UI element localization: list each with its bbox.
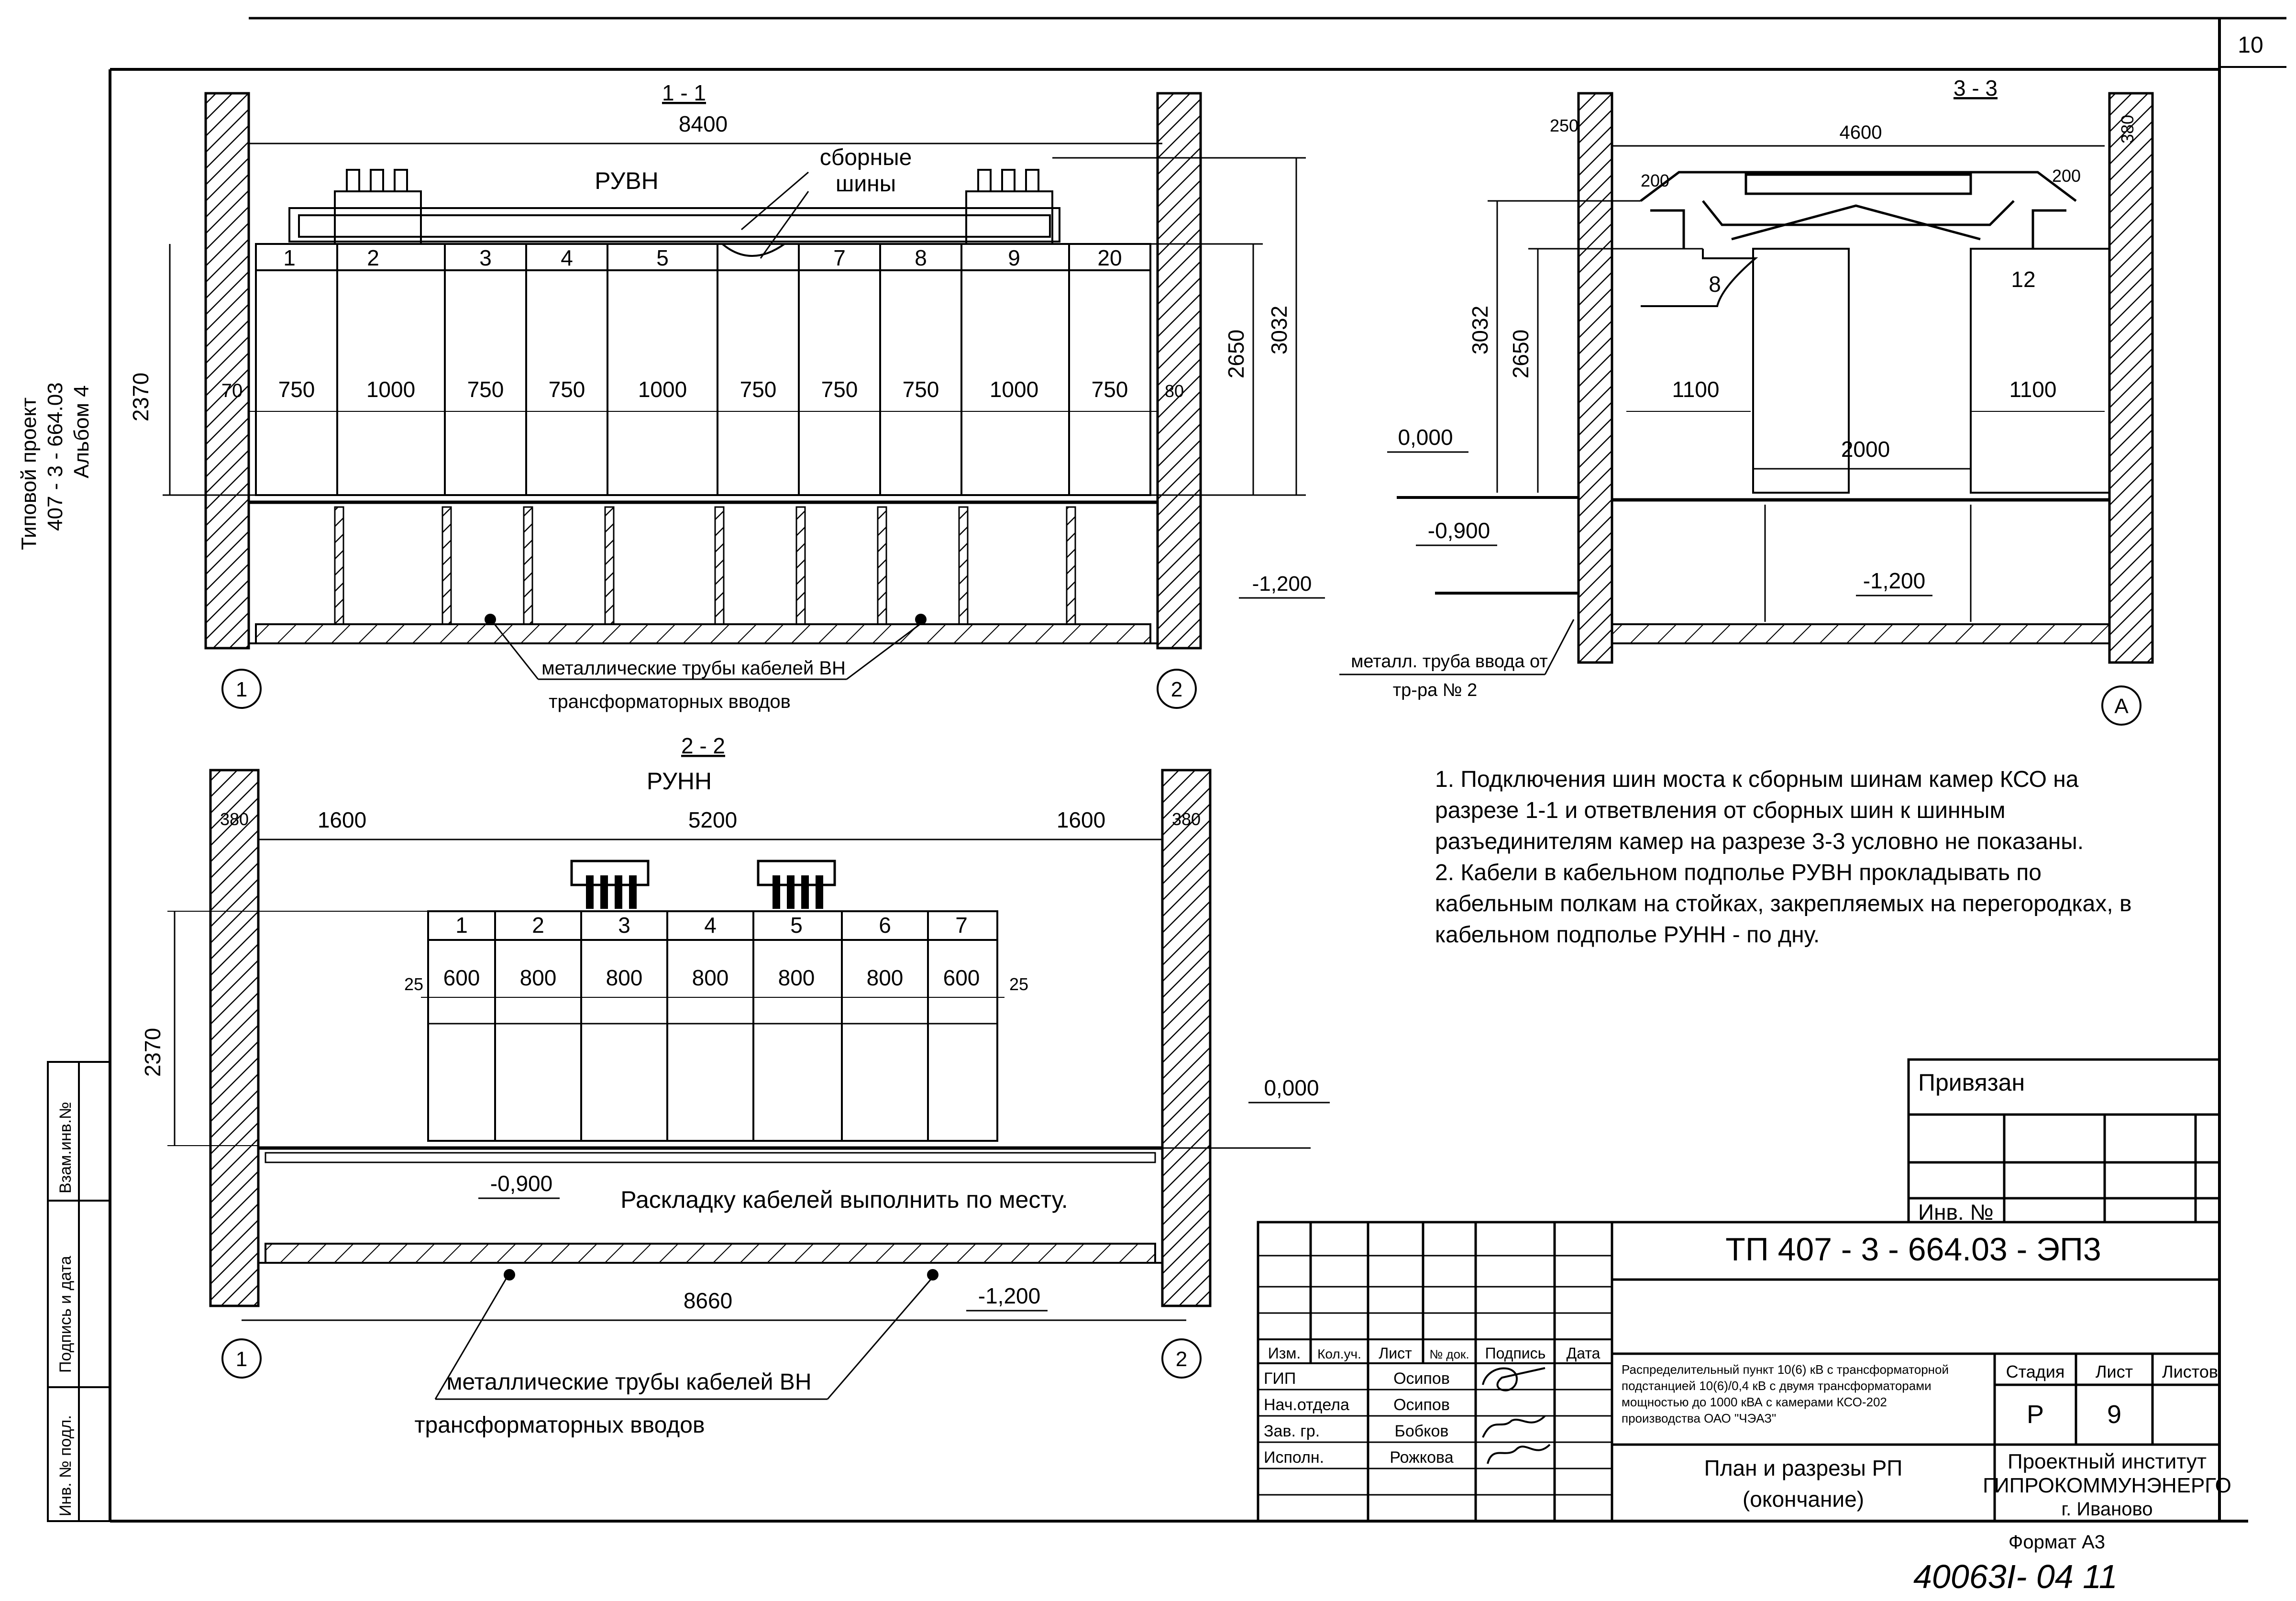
tb-org-1: Проектный институт	[2007, 1450, 2207, 1473]
s11-cell-width: 1000	[989, 377, 1039, 402]
s11-busbar-label-1: сборные	[819, 145, 912, 170]
section-3-3	[1339, 76, 2152, 725]
s33-cell-left: 8	[1709, 272, 1721, 297]
s22-wall-right-dim: 380	[1171, 809, 1201, 829]
tb-role: ГИП	[1264, 1369, 1296, 1388]
s22-cell-number: 4	[704, 913, 717, 938]
s11-cell-number: 1	[283, 245, 296, 270]
s22-level-09: -0,900	[490, 1171, 553, 1196]
tb-desc: Распределительный пункт 10(6) кВ с трансформаторной	[1622, 1362, 1949, 1377]
s33-offset-left: 200	[1640, 171, 1670, 190]
s22-cell-width: 600	[443, 965, 480, 990]
tb-col-header: Подпись	[1485, 1345, 1546, 1362]
s11-cell-width: 1000	[638, 377, 687, 402]
s22-cell-width: 800	[778, 965, 815, 990]
s11-cell-width: 750	[821, 377, 858, 402]
s22-cell-width: 800	[606, 965, 643, 990]
side-text-line3: Альбом 4	[70, 385, 93, 478]
s22-wall-left-dim: 380	[220, 809, 249, 829]
privyazan-title: Привязан	[1918, 1069, 2025, 1096]
tb-sheets-label: Листов	[2162, 1362, 2218, 1381]
s11-height-r2: 3032	[1267, 305, 1292, 355]
s11-level: -1,200	[1252, 572, 1312, 596]
section-2-2	[140, 733, 1330, 1438]
tb-desc: производства ОАО "ЧЭАЗ"	[1622, 1411, 1777, 1425]
s22-wall-right	[1162, 770, 1210, 1306]
s22-cell-number: 3	[618, 913, 630, 938]
tb-drawing-title-1: План и разрезы РП	[1704, 1456, 1903, 1480]
s33-w-left: 1100	[1672, 377, 1720, 402]
s33-wall-right	[2109, 93, 2152, 662]
tb-name: Рожкова	[1390, 1448, 1454, 1467]
tb-col-header: Кол.уч.	[1317, 1347, 1361, 1361]
s33-pipe-label-1: металл. труба ввода от	[1351, 651, 1548, 672]
s11-pipes-label-2: трансформаторных вводов	[549, 691, 791, 712]
tb-col-header: Лист	[1379, 1345, 1412, 1362]
page-number: 10	[2238, 33, 2263, 58]
s11-cell-width: 750	[1091, 377, 1128, 402]
privyazan-inv: Инв. №	[1918, 1200, 1994, 1225]
s11-edge-left: 70	[221, 380, 243, 401]
s11-cell-width: 750	[467, 377, 504, 402]
s33-level-12: -1,200	[1863, 568, 1926, 593]
s22-title: 2 - 2	[681, 733, 726, 758]
s33-level-09: -0,900	[1427, 518, 1490, 543]
tb-role: Исполн.	[1264, 1448, 1325, 1467]
note-line: кабельным полкам на стойках, закрепляемых на перегородках, в	[1435, 891, 2132, 916]
side-text-line1: Типовой проект	[17, 397, 41, 550]
s22-pipes-label-1: металлические трубы кабелей ВН	[446, 1369, 812, 1395]
s33-pipe-label-2: тр-ра № 2	[1392, 680, 1478, 700]
s22-gap-left: 25	[404, 974, 424, 994]
s33-aisle: 2000	[1841, 437, 1890, 462]
s11-cell-number: 5	[656, 245, 669, 270]
s11-axis-left-label: 1	[235, 678, 248, 701]
tb-sheet: 9	[2107, 1400, 2122, 1429]
s11-busbar-label-2: шины	[835, 171, 896, 197]
s33-h1: 3032	[1468, 305, 1492, 355]
s22-level-0: 0,000	[1264, 1075, 1319, 1100]
tb-stage: Р	[2026, 1400, 2044, 1429]
s22-room-label: РУНН	[646, 768, 712, 795]
s33-h2: 2650	[1508, 329, 1533, 379]
note-line: разъединителям камер на разрезе 3-3 условно не показаны.	[1435, 829, 2084, 854]
tb-org-2: ГИПРОКОММУНЭНЕРГО	[1983, 1474, 2231, 1497]
s11-room-label: РУВН	[595, 167, 659, 194]
s33-offset-right: 200	[2052, 166, 2081, 186]
s11-cell-width: 750	[278, 377, 315, 402]
s11-cell-width: 750	[902, 377, 939, 402]
tb-role: Зав. гр.	[1264, 1422, 1320, 1440]
note-line: 2. Кабели в кабельном подполье РУВН прокладывать по	[1435, 860, 2042, 885]
stamp-inv: Инв. № подл.	[56, 1415, 75, 1516]
s22-level-12: -1,200	[978, 1283, 1041, 1308]
tb-role: Нач.отдела	[1264, 1396, 1349, 1414]
s33-wall-left: 250	[1549, 116, 1579, 135]
s11-cell-width: 1000	[366, 377, 416, 402]
tb-desc: мощностью до 1000 кВА с камерами КСО-202	[1622, 1395, 1887, 1409]
s11-cell-number: 8	[915, 245, 927, 270]
section-1-1	[128, 80, 1325, 712]
s11-cell-width: 750	[740, 377, 777, 402]
s22-cell-number: 2	[532, 913, 544, 938]
s11-cell-number: 4	[561, 245, 573, 270]
s22-wall-left	[210, 770, 258, 1306]
s22-span-right: 1600	[1056, 807, 1106, 832]
note-line: кабельном подполье РУНН - по дну.	[1435, 922, 1820, 948]
s22-cell-number: 5	[790, 913, 803, 938]
tb-sheet-label: Лист	[2095, 1362, 2133, 1381]
s22-axis-left-label: 1	[235, 1347, 248, 1371]
s11-title: 1 - 1	[662, 80, 706, 105]
s11-edge-right: 80	[1164, 381, 1184, 401]
s22-cable-note: Раскладку кабелей выполнить по месту.	[620, 1186, 1068, 1213]
s11-height-left: 2370	[128, 372, 153, 422]
s11-wall-left	[206, 93, 249, 648]
stamp-vzam: Взам.инв.№	[56, 1102, 75, 1193]
s33-w-right: 1100	[2009, 377, 2057, 402]
note-line: 1. Подключения шин моста к сборным шинам камер КСО на	[1435, 767, 2079, 792]
tb-stage-label: Стадия	[2006, 1362, 2065, 1381]
stamp-podpis: Подпись и дата	[56, 1256, 75, 1373]
tb-name: Бобков	[1394, 1422, 1449, 1440]
tb-org-3: г. Иваново	[2061, 1499, 2153, 1520]
s22-cell-width: 600	[943, 965, 980, 990]
s33-cell-right: 12	[2011, 267, 2036, 292]
s22-span-mid: 5200	[688, 807, 738, 832]
s11-pipes-label-1: металлические трубы кабелей ВН	[541, 658, 846, 679]
s11-cell-number: 2	[367, 245, 379, 270]
tb-name: Осипов	[1393, 1396, 1450, 1414]
s22-cell-width: 800	[866, 965, 904, 990]
handwritten-number: 40063I- 04 11	[1913, 1558, 2118, 1595]
s33-level-0: 0,000	[1398, 425, 1453, 450]
s11-cell-width: 750	[548, 377, 585, 402]
doc-code: ТП 407 - 3 - 664.03 - ЭП3	[1725, 1231, 2101, 1268]
s33-wall-left	[1578, 93, 1612, 662]
s11-cell-number: 9	[1008, 245, 1020, 270]
s22-span-left: 1600	[317, 807, 367, 832]
s22-cell-number: 7	[955, 913, 968, 938]
note-line: разрезе 1-1 и ответвления от сборных шин к шинным	[1435, 798, 2006, 823]
s22-cell-number: 6	[879, 913, 891, 938]
s33-axis-label: А	[2114, 695, 2129, 718]
s33-overall: 4600	[1839, 122, 1882, 143]
format-label: Формат А3	[2008, 1532, 2106, 1553]
side-text-line2: 407 - 3 - 664.03	[44, 382, 67, 531]
tb-drawing-title-2: (окончание)	[1742, 1487, 1865, 1512]
s11-axis-right-label: 2	[1170, 678, 1183, 701]
s11-cell-number: 7	[833, 245, 846, 270]
s11-cell-number: 20	[1097, 245, 1122, 270]
s22-axis-right-label: 2	[1175, 1347, 1188, 1371]
s22-height: 2370	[140, 1027, 165, 1077]
s22-cell-number: 1	[455, 913, 468, 938]
s22-cell-width: 800	[519, 965, 557, 990]
s11-overall: 8400	[678, 111, 728, 136]
s11-wall-right	[1158, 93, 1201, 648]
side-title	[17, 382, 93, 550]
s11-cell-number: 3	[479, 245, 492, 270]
tb-name: Осипов	[1393, 1369, 1450, 1388]
s22-overall-bottom: 8660	[683, 1288, 733, 1313]
s22-pipes-label-2: трансформаторных вводов	[414, 1413, 705, 1438]
tb-desc: подстанцией 10(6)/0,4 кВ с двумя трансформаторами	[1622, 1379, 1932, 1393]
tb-col-header: Дата	[1566, 1345, 1601, 1362]
s11-height-r1: 2650	[1224, 329, 1248, 379]
s22-gap-right: 25	[1009, 974, 1029, 994]
tb-col-header: № док.	[1429, 1347, 1469, 1361]
notes	[1435, 767, 2131, 948]
s22-cell-width: 800	[692, 965, 729, 990]
tb-col-header: Изм.	[1268, 1345, 1301, 1362]
s33-title: 3 - 3	[1953, 76, 1998, 100]
